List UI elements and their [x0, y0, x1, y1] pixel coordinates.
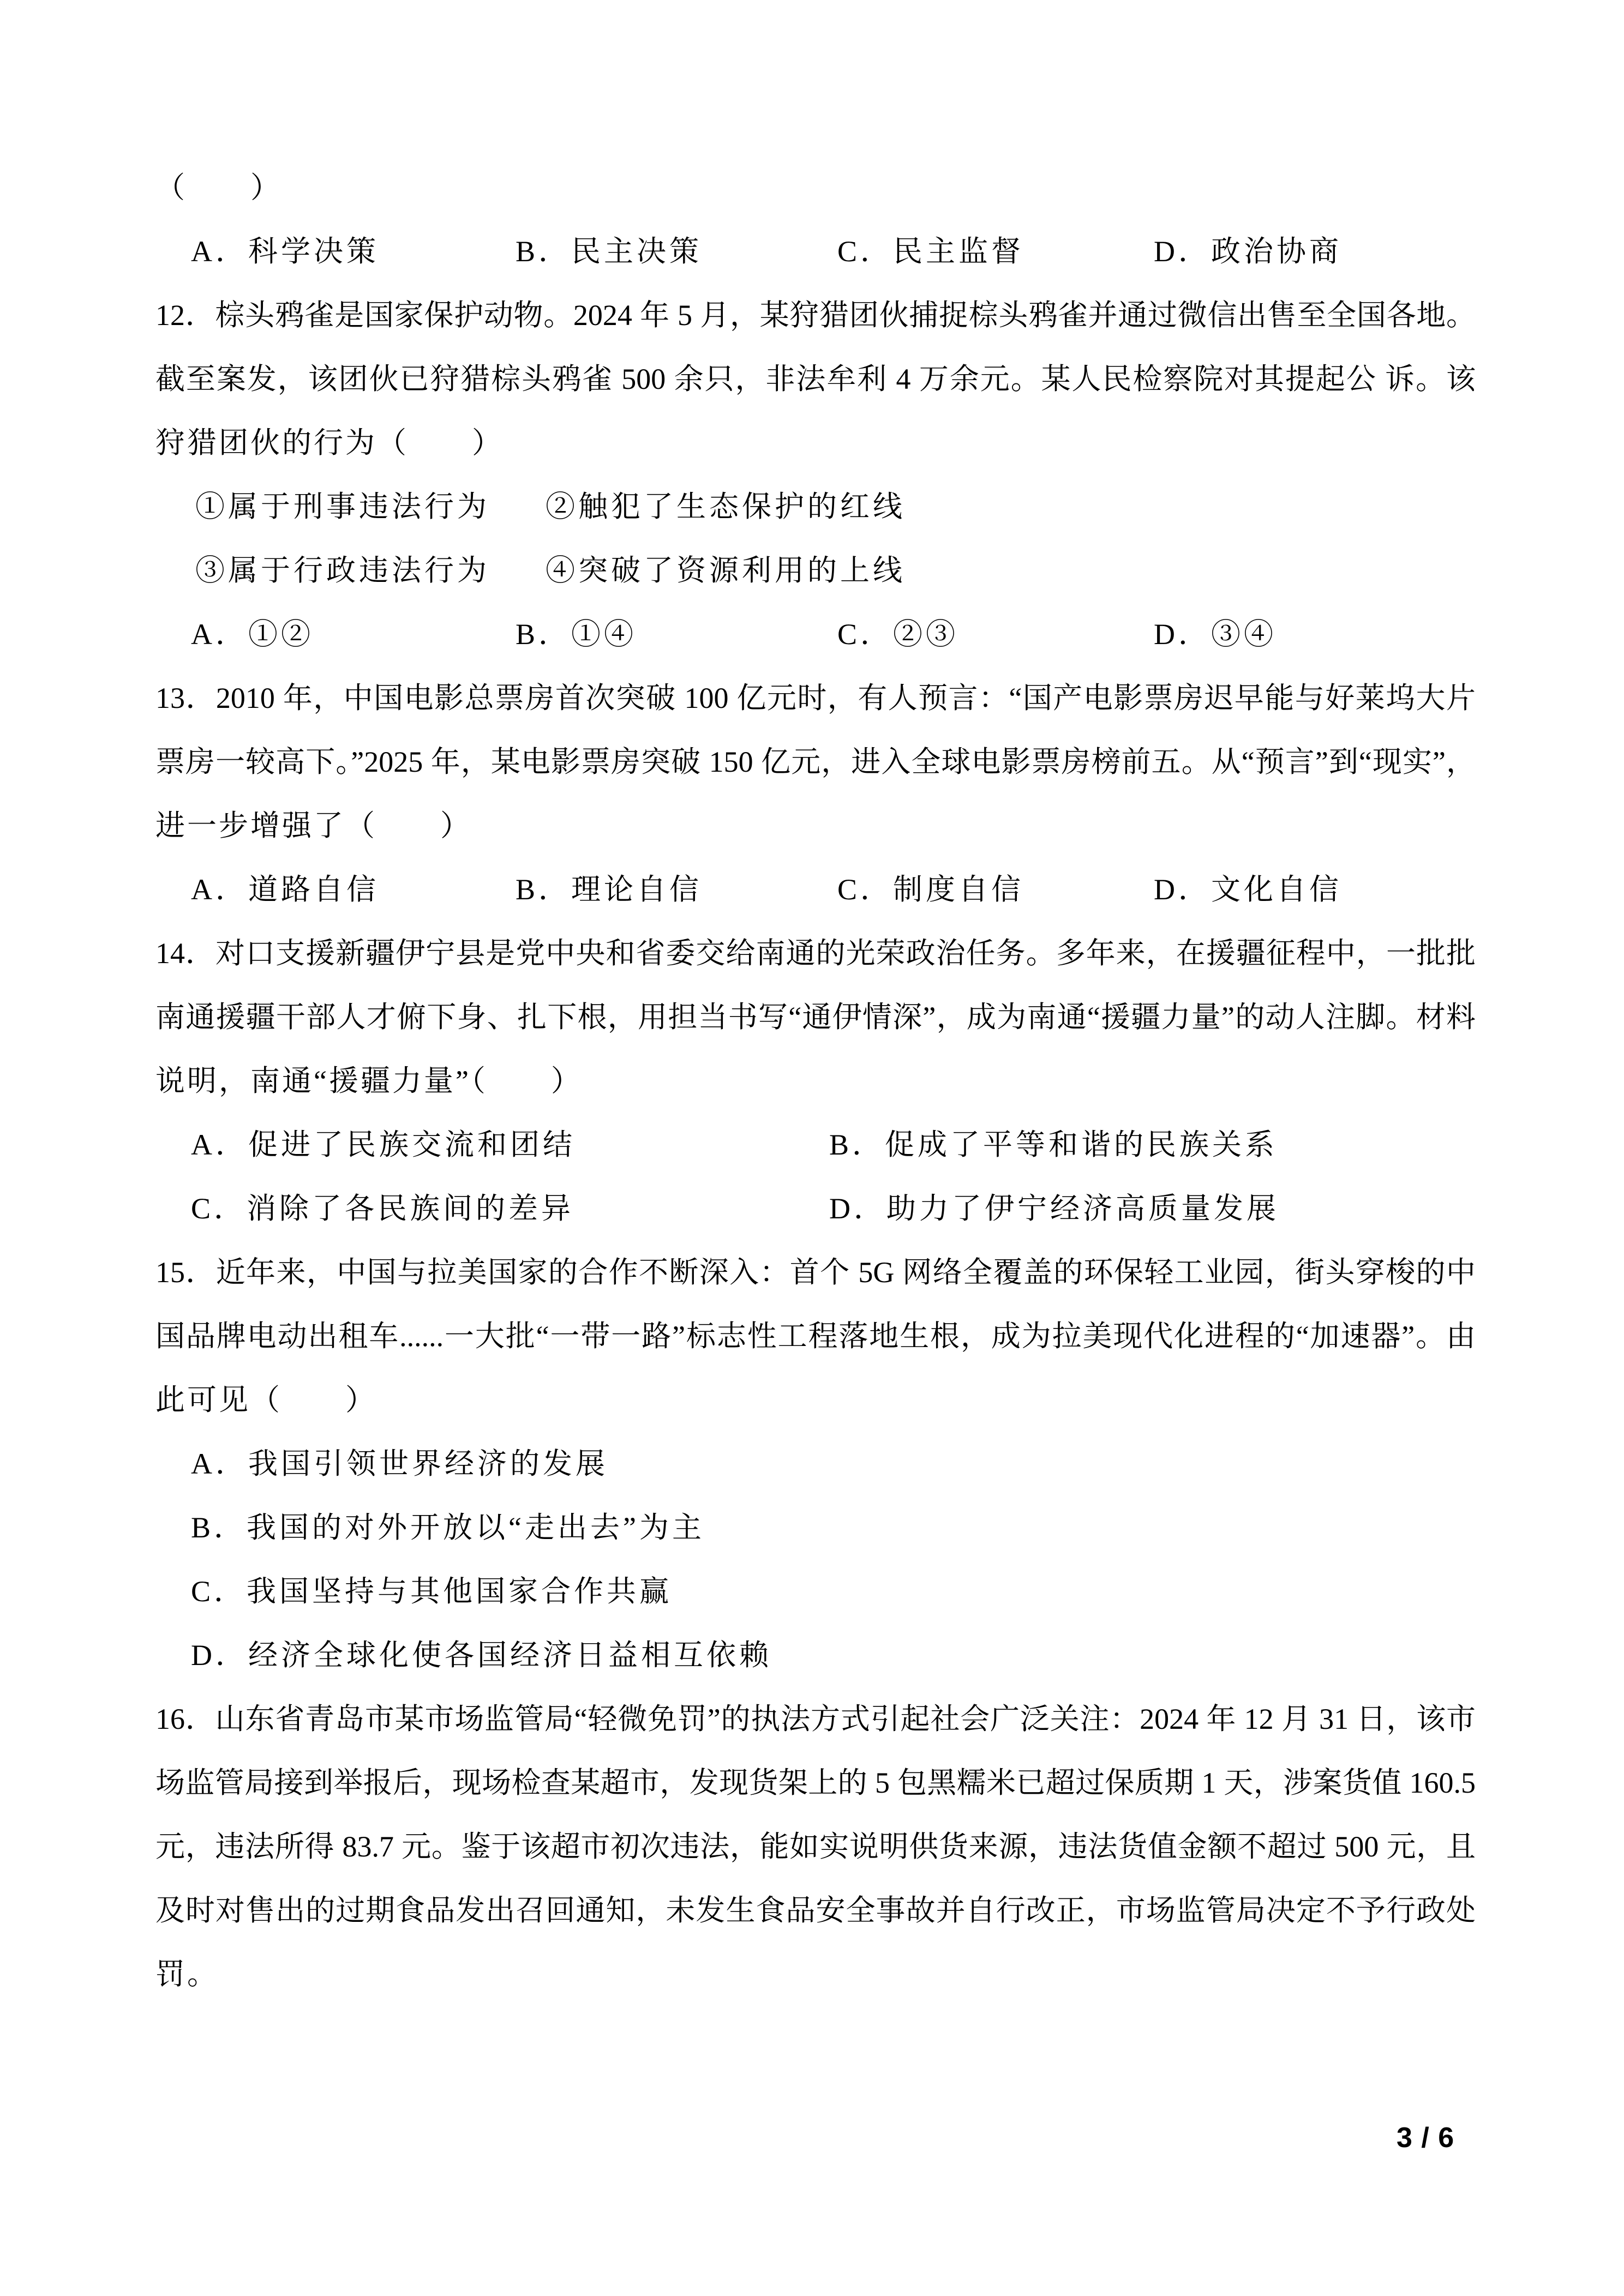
q11-option-d: D．政治协商 [1154, 235, 1342, 268]
q13-stem-line-2: 票房一较高下。”2025 年，某电影票房突破 150 亿元，进入全球电影票房榜前五。从“预言”到“现实”， [155, 746, 1476, 778]
q15-stem-line-3: 此可见（ ） [155, 1384, 377, 1416]
q16-stem-line-4: 及时对售出的过期食品发出召回通知，未发生食品安全事故并自行改正，市场监管局决定不予行政处 [155, 1894, 1476, 1927]
q12-stem-line-3: 狩猎团伙的行为（ ） [155, 426, 504, 459]
q12-statement-2: ②触犯了生态保护的红线 [546, 490, 906, 523]
q12-option-c: C．②③ [837, 618, 959, 651]
q16-stem-line-5: 罚。 [155, 1958, 219, 1991]
q14-option-d: D．助力了伊宁经济高质量发展 [829, 1192, 1279, 1225]
q15-option-b: B．我国的对外开放以“走出去”为主 [191, 1511, 705, 1544]
q12-statement-3: ③属于行政违法行为 [195, 554, 490, 587]
q14-stem-line-2: 南通援疆干部人才俯下身、扎下根，用担当书写“通伊情深”，成为南通“援疆力量”的动人注脚。材料 [155, 1001, 1476, 1033]
q13-option-d: D．文化自信 [1154, 873, 1342, 906]
q12-option-a: A．①② [191, 618, 314, 651]
q13-stem-line-1: 13．2010 年，中国电影总票房首次突破 100 亿元时，有人预言：“国产电影票房迟早能与好莱坞大片 [155, 682, 1476, 714]
q14-stem-line-1: 14．对口支援新疆伊宁县是党中央和省委交给南通的光荣政治任务。多年来，在援疆征程中，一批批 [155, 937, 1476, 970]
q13-stem-line-3: 进一步增强了（ ） [155, 809, 472, 842]
q12-stem-line-1: 12．棕头鸦雀是国家保护动物。2024 年 5 月，某狩猎团伙捕捉棕头鸦雀并通过微信出售至全国各地。 [155, 299, 1476, 332]
q14-option-a: A．促进了民族交流和团结 [191, 1128, 576, 1161]
q14-option-c: C．消除了各民族间的差异 [191, 1192, 574, 1225]
q16-stem-line-2: 场监管局接到举报后，现场检查某超市，发现货架上的 5 包黑糯米已超过保质期 1 天，涉案货值 160.5 [155, 1766, 1476, 1799]
q11-option-b: B．民主决策 [516, 235, 703, 268]
q15-option-c: C．我国坚持与其他国家合作共赢 [191, 1575, 673, 1608]
page-number: 3 / 6 [1397, 2122, 1455, 2154]
q12-option-d: D．③④ [1154, 618, 1277, 651]
q11-option-c: C．民主监督 [837, 235, 1024, 268]
q11-option-a: A．科学决策 [191, 235, 379, 268]
q16-stem-line-1: 16．山东省青岛市某市场监管局“轻微免罚”的执法方式引起社会广泛关注：2024 年 12 月 31 日，该市 [155, 1703, 1476, 1735]
q14-stem-line-3: 说明，南通“援疆力量”（ ） [155, 1065, 583, 1097]
q13-option-c: C．制度自信 [837, 873, 1024, 906]
q12-statement-4: ④突破了资源利用的上线 [546, 554, 906, 587]
q16-stem-line-3: 元，违法所得 83.7 元。鉴于该超市初次违法，能如实说明供货来源，违法货值金额不超过 500 元，且 [155, 1830, 1476, 1863]
q14-option-b: B．促成了平等和谐的民族关系 [829, 1128, 1278, 1161]
q15-option-d: D．经济全球化使各国经济日益相互依赖 [191, 1639, 772, 1672]
q15-option-a: A．我国引领世界经济的发展 [191, 1447, 608, 1480]
q15-stem-line-2: 国品牌电动出租车......一大批“一带一路”标志性工程落地生根，成为拉美现代化进程的“加速器”。由 [155, 1320, 1476, 1353]
q12-statement-1: ①属于刑事违法行为 [195, 490, 490, 523]
q12-stem-line-2: 截至案发，该团伙已狩猎棕头鸦雀 500 余只，非法牟利 4 万余元。某人民检察院对其提起公 诉。该 [155, 363, 1476, 395]
q15-stem-line-1: 15．近年来，中国与拉美国家的合作不断深入：首个 5G 网络全覆盖的环保轻工业园，街头穿梭的中 [155, 1256, 1476, 1289]
q12-option-b: B．①④ [516, 618, 637, 651]
q11-answer-blank: （ ） [155, 171, 282, 204]
q13-option-b: B．理论自信 [516, 873, 703, 906]
q13-option-a: A．道路自信 [191, 873, 379, 906]
